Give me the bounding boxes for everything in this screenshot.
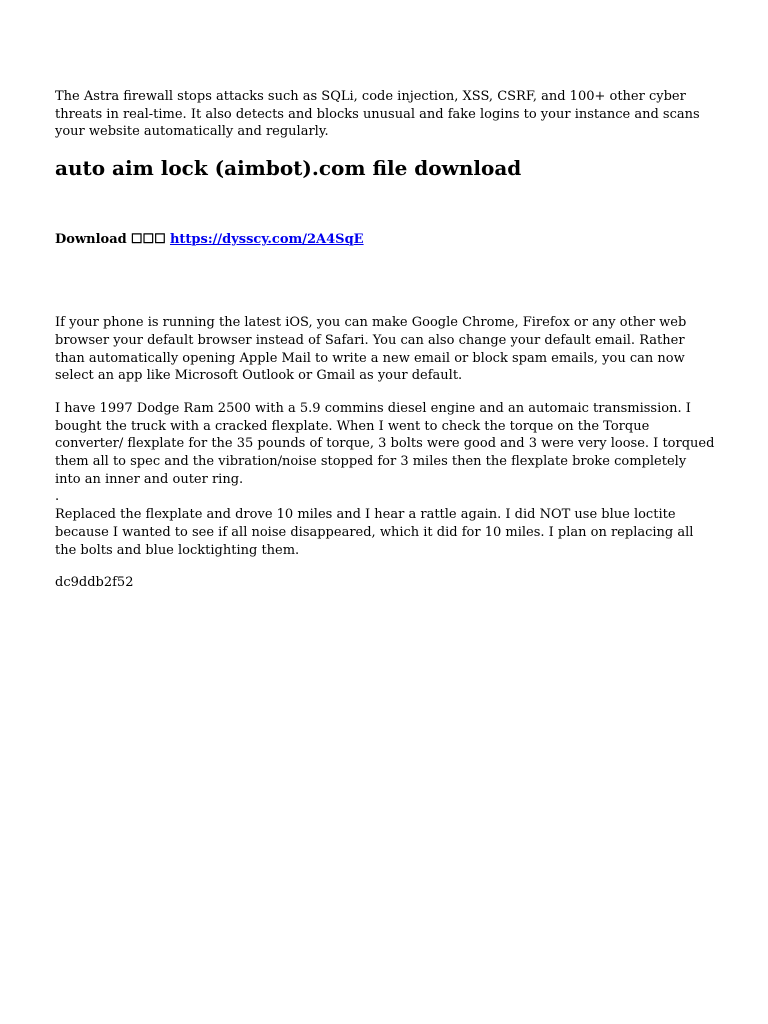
arrow-glyphs-icon: ☐☐☐ bbox=[130, 232, 166, 248]
ios-paragraph: If your phone is running the latest iOS, you can make Google Chrome, Firefox or any other web browser your default browser instead of Safari. You can also change your default email. Rather than automatically opening Apple Mail to write a new email or block spam emails, you can now select an app like Microsoft Outlook or Gmail as your default. bbox=[55, 315, 687, 384]
body-content bbox=[55, 314, 715, 592]
page-heading: auto aim lock (aimbot).com file download bbox=[55, 156, 522, 181]
download-line bbox=[55, 231, 715, 248]
replaced-paragraph: Replaced the flexplate and drove 10 miles and I hear a rattle again. I did NOT use blue loctite because I wanted to see if all noise disappeared, which it did for 10 miles. I plan on replacing all the bolts and blue locktighting them. bbox=[55, 507, 694, 558]
dot-line: . bbox=[55, 489, 60, 505]
download-label: Download bbox=[55, 232, 127, 248]
code-line: dc9ddb2f52 bbox=[55, 575, 134, 591]
dodge-paragraph: I have 1997 Dodge Ram 2500 with a 5.9 commins diesel engine and an automaic transmission. I bought the truck with a cracked flexplate. When I went to check the torque on the Torque converter/ flexplate for the 35 pounds of torque, 3 bolts were good and 3 were very loose. I torqued them all to spec and the vibration/noise stopped for 3 miles then the flexplate broke completely into an inner and outer ring. bbox=[55, 400, 715, 487]
intro-paragraph: The Astra firewall stops attacks such as SQLi, code injection, XSS, CSRF, and 100+ other cyber threats in real-time. It also detects and blocks unusual and fake logins to your instance and scans your website automatically and regularly. bbox=[55, 89, 700, 140]
document-page bbox=[55, 88, 715, 592]
download-link[interactable]: https://dysscy.com/2A4SqE bbox=[169, 232, 364, 248]
